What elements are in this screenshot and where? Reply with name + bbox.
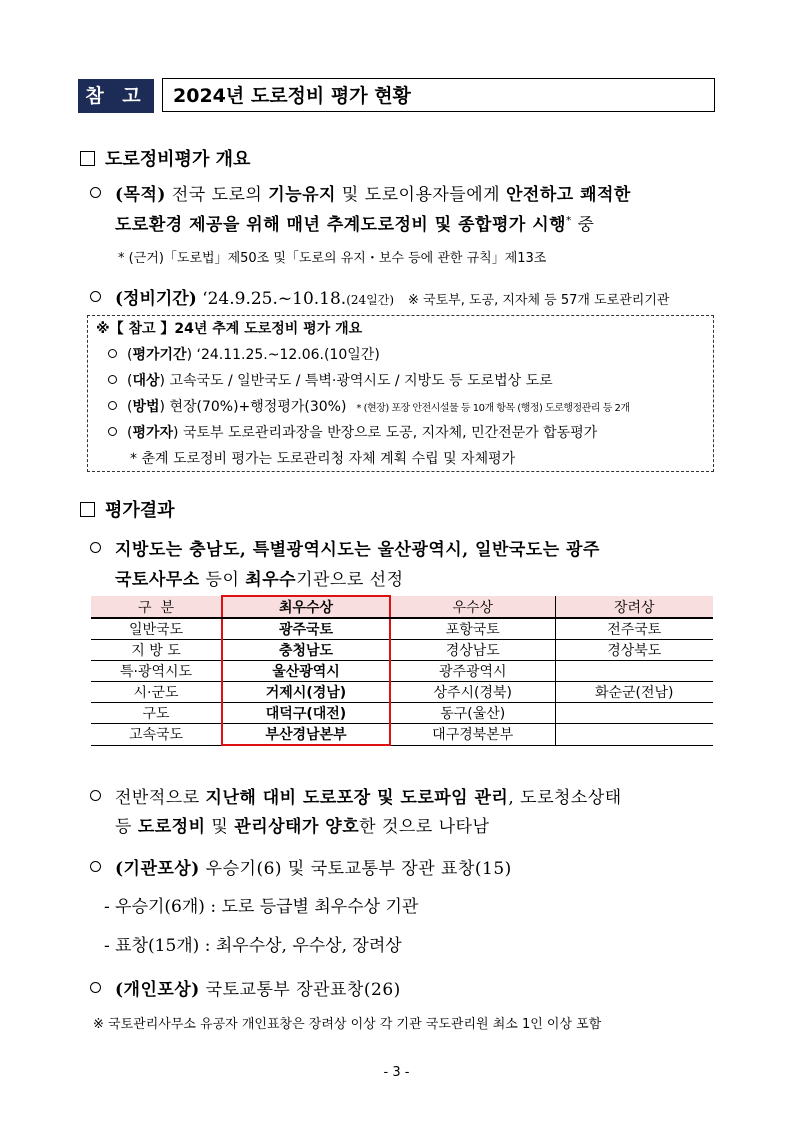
award-label: (개인포상) xyxy=(115,980,200,1000)
table-row xyxy=(91,618,713,640)
purpose-line-2 xyxy=(115,210,594,235)
bullet-circle-icon xyxy=(108,349,117,358)
box-item-label: 대상 xyxy=(132,373,160,389)
bullet-circle-icon xyxy=(90,542,101,553)
footnote-mark: * xyxy=(566,215,572,227)
table-cell: 충청남도 xyxy=(222,640,390,661)
page-number: - 3 - xyxy=(383,1065,410,1080)
period-days: (24일간) xyxy=(346,293,395,307)
overall-emphasis: 지난해 대비 도로포장 및 도로파임 관리 xyxy=(205,788,509,808)
checkbox-square-icon xyxy=(80,151,95,166)
bullet-circle-icon xyxy=(90,187,101,198)
table-row xyxy=(91,682,713,703)
individual-award-note: ※ 국토관리사무소 유공자 개인표창은 장려상 이상 각 기관 국도관리원 최소 1인 이상 포함 xyxy=(93,1017,602,1032)
overall-text: , 도로청소상태 xyxy=(508,788,622,808)
table-cell: 전주국토 xyxy=(555,618,713,640)
column-header: 장려상 xyxy=(555,596,713,618)
box-item: (대상) 고속국도 / 일반국도 / 특벽·광역시도 / 지방도 등 도로법상 도로 xyxy=(108,370,553,390)
column-header: 우수상 xyxy=(390,596,555,618)
basis-note: * (근거)「도로법」제50조 및「도로의 유지・보수 등에 관한 규칙」제13조 xyxy=(118,251,547,266)
institution-award-line xyxy=(90,854,512,879)
box-title: ※【 참고 】24년 추계 도로정비 평가 개요 xyxy=(96,321,363,337)
table-header-row xyxy=(91,596,713,618)
summary-emphasis: 국토사무소 xyxy=(115,570,200,590)
overall-emphasis: 관리상태가 양호 xyxy=(234,817,360,837)
box-item-text: 국토부 도로관리과장을 반장으로 도공, 지자체, 민간전문가 합동평가 xyxy=(178,425,598,441)
purpose-text: 전국 도로의 xyxy=(165,185,269,205)
table-cell: 경상남도 xyxy=(390,640,555,661)
bullet-circle-icon xyxy=(108,401,117,410)
purpose-emphasis: 도로환경 제공을 위해 매년 추계도로정비 및 종합평가 시행 xyxy=(115,215,567,235)
table-cell: 광주국토 xyxy=(222,618,390,640)
table-cell: 대구경북본부 xyxy=(390,724,555,746)
box-item: (평가자) 국토부 도로관리과장을 반장으로 도공, 지자체, 민간전문가 합동평가 xyxy=(108,422,597,442)
award-text: 우승기(6) 및 국토교통부 장관 표창(15) xyxy=(199,859,512,879)
box-item-label: 평가자 xyxy=(132,425,174,441)
table-cell: 부산경남본부 xyxy=(222,724,390,746)
institution-award-sub-2: - 표창(15개) : 최우수상, 우수상, 장려상 xyxy=(104,936,402,956)
table-cell xyxy=(555,703,713,724)
table-cell: 울산광역시 xyxy=(222,661,390,682)
table-cell: 포항국토 xyxy=(390,618,555,640)
period-note: ※ 국토부, 도공, 지자체 등 57개 도로관리기관 xyxy=(408,293,670,308)
bullet-circle-icon xyxy=(90,790,101,801)
table-cell: 일반국도 xyxy=(91,618,222,640)
individual-award-line xyxy=(90,975,401,1000)
checkbox-square-icon xyxy=(80,502,95,517)
box-item: (평가기간) ‘24.11.25.~12.06.(10일간) xyxy=(108,344,380,364)
box-item: (방법) 현장(70%)+행정평가(30%) * (현장) 포장 안전시설물 등 10개 항목 (행정) 도로행정관리 등 2개 xyxy=(108,396,630,416)
table-row xyxy=(91,640,713,661)
table-cell: 시·군도 xyxy=(91,682,222,703)
overall-text: 및 xyxy=(205,817,235,837)
overall-emphasis: 도로정비 xyxy=(137,817,206,837)
period-dates: ‘24.9.25.~10.18. xyxy=(196,289,347,309)
box-item-label: 방법 xyxy=(132,399,160,415)
table-cell xyxy=(555,661,713,682)
award-text: 국토교통부 장관표창(26) xyxy=(199,980,401,1000)
table-row xyxy=(91,703,713,724)
purpose-text: 및 도로이용자들에게 xyxy=(335,185,506,205)
table-cell: 화순군(전남) xyxy=(555,682,713,703)
overall-text: 등 xyxy=(115,817,138,837)
column-header: 최우수상 xyxy=(222,596,390,618)
table-row xyxy=(91,661,713,682)
column-header: 구 분 xyxy=(91,596,222,618)
overall-line-1 xyxy=(90,783,622,808)
bullet-circle-icon xyxy=(90,982,101,993)
table-cell: 고속국도 xyxy=(91,724,222,746)
institution-award-sub-1: - 우승기(6개) : 도로 등급별 최우수상 기관 xyxy=(104,897,419,917)
purpose-emphasis: 안전하고 쾌적한 xyxy=(505,185,631,205)
summary-text: 기관으로 선정 xyxy=(296,570,404,590)
section-title: 도로정비평가 개요 xyxy=(105,149,251,170)
box-item-text: 현장(70%)+행정평가(30%) xyxy=(165,399,347,415)
period-line xyxy=(90,284,669,309)
bullet-circle-icon xyxy=(90,291,101,302)
purpose-text: 중 xyxy=(571,215,595,235)
box-item-label: 평가기간 xyxy=(132,347,187,363)
bullet-circle-icon xyxy=(108,427,117,436)
award-label: (기관포상) xyxy=(115,859,200,879)
section-overview-heading xyxy=(80,145,250,171)
box-footnote: * 춘계 도로정비 평가는 도로관리청 자체 계획 수립 및 자체평가 xyxy=(130,451,516,467)
purpose-line-1 xyxy=(90,180,631,205)
table-cell: 특·광역시도 xyxy=(91,661,222,682)
summary-line-2 xyxy=(115,565,404,590)
page-title: 2024년 도로정비 평가 현황 xyxy=(162,78,715,112)
table-cell: 경상북도 xyxy=(555,640,713,661)
table-cell: 구도 xyxy=(91,703,222,724)
overall-text: 전반적으로 xyxy=(115,788,206,808)
overall-line-2 xyxy=(115,812,489,837)
purpose-label: (목적) xyxy=(115,185,166,205)
table-cell: 대덕구(대전) xyxy=(222,703,390,724)
table-cell xyxy=(555,724,713,746)
table-cell: 광주광역시 xyxy=(390,661,555,682)
box-item-text: 고속국도 / 일반국도 / 특벽·광역시도 / 지방도 등 도로법상 도로 xyxy=(165,373,553,389)
overall-text: 한 것으로 나타남 xyxy=(359,817,490,837)
awards-table xyxy=(91,595,713,746)
table-row xyxy=(91,724,713,746)
summary-emphasis: 최우수 xyxy=(245,570,297,590)
bullet-circle-icon xyxy=(90,861,101,872)
summary-text: 등이 xyxy=(199,570,246,590)
table-cell: 상주시(경북) xyxy=(390,682,555,703)
box-item-text: ‘24.11.25.~12.06.(10일간) xyxy=(192,347,380,363)
summary-text: 지방도는 충남도, 특별광역시도는 울산광역시, 일반국도는 광주 xyxy=(115,540,600,560)
table-cell: 거제시(경남) xyxy=(222,682,390,703)
bullet-circle-icon xyxy=(108,375,117,384)
purpose-emphasis: 기능유지 xyxy=(268,185,336,205)
table-cell: 동구(울산) xyxy=(390,703,555,724)
section-title: 평가결과 xyxy=(105,500,175,521)
table-cell: 지 방 도 xyxy=(91,640,222,661)
section-results-heading xyxy=(80,496,175,522)
method-detail-note: * (현장) 포장 안전시설물 등 10개 항목 (행정) 도로행정관리 등 2개 xyxy=(356,403,630,414)
summary-line-1 xyxy=(90,535,600,560)
period-label: (정비기간) xyxy=(115,289,197,309)
reference-tag: 참 고 xyxy=(78,79,154,113)
